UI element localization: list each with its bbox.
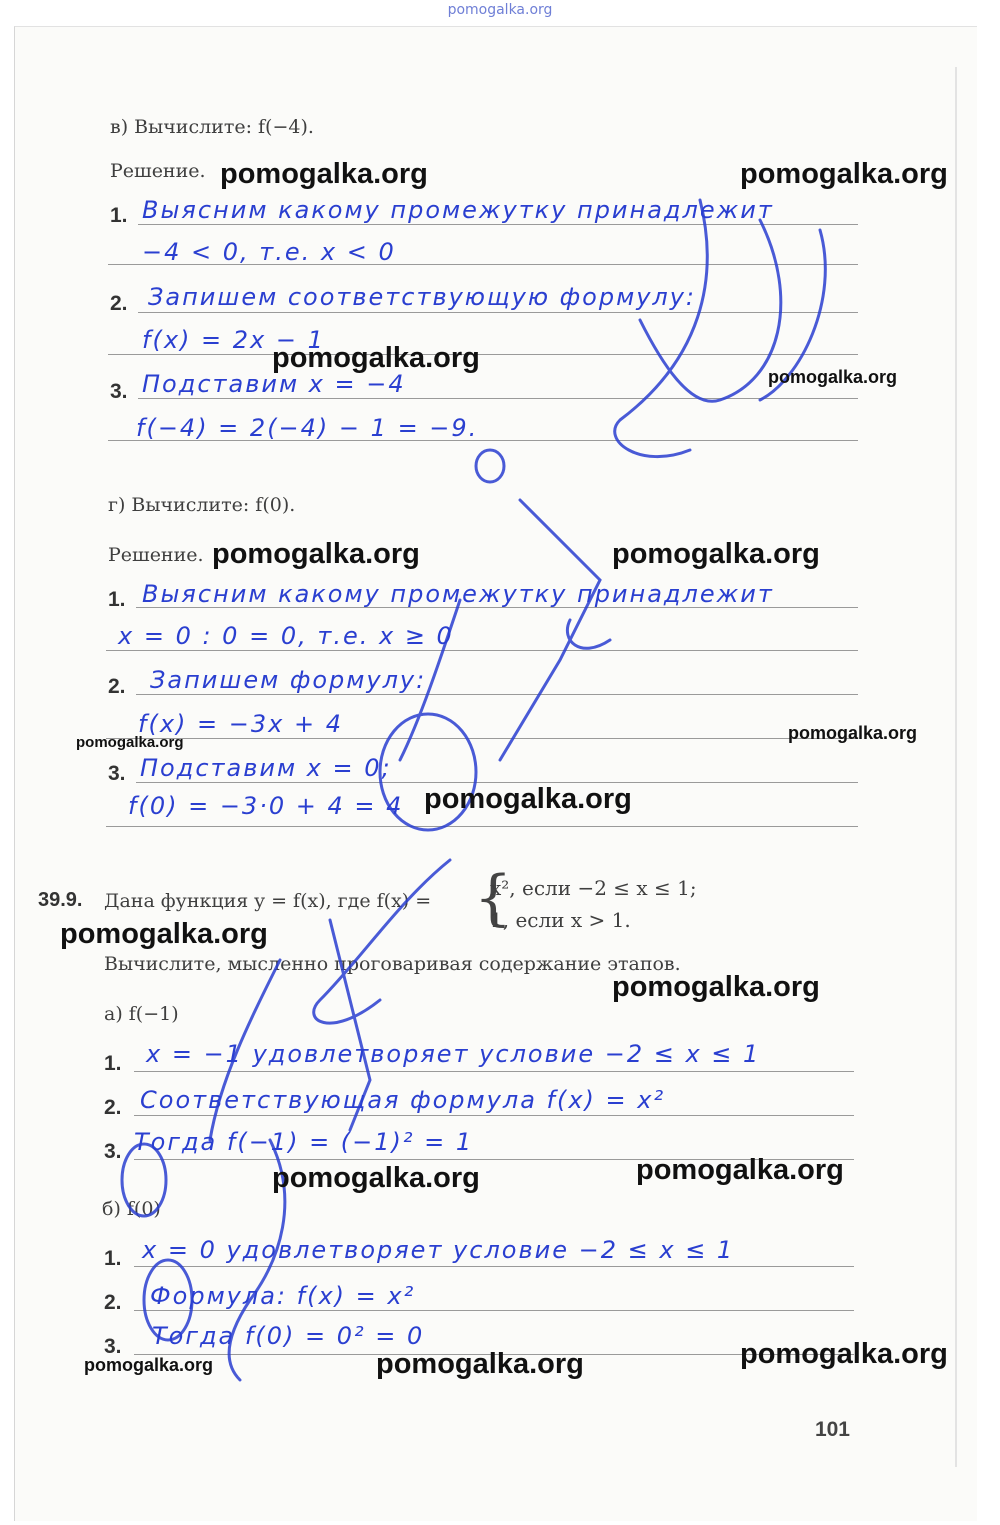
watermark: pomogalka.org — [636, 1154, 844, 1186]
watermark: pomogalka.org — [84, 1355, 214, 1375]
step-number: 3. — [104, 1335, 122, 1358]
task-v: в) Вычислите: f(−4). — [110, 116, 314, 138]
piecewise-brace: { — [474, 863, 513, 933]
handwritten-answer: f(x) = −3x + 4 — [138, 710, 343, 738]
handwritten-answer: x = 0 удовлетворяет условие −2 ≤ x ≤ 1 — [142, 1236, 735, 1264]
handwritten-answer: f(x) = 2x − 1 — [142, 326, 325, 354]
solution-label-v: Решение. — [110, 160, 206, 182]
watermark: pomogalka.org — [272, 1162, 480, 1194]
task-a: а) f(−1) — [104, 1003, 179, 1025]
watermark: pomogalka.org — [740, 158, 948, 190]
handwritten-answer: Запишем формулу: — [150, 666, 427, 694]
step-number: 1. — [108, 588, 126, 611]
watermark: pomogalka.org — [612, 971, 820, 1003]
step-number: 2. — [104, 1291, 122, 1314]
handwritten-answer: f(0) = −3·0 + 4 = 4 — [128, 792, 404, 820]
watermark: pomogalka.org — [376, 1348, 584, 1380]
task-b: б) f(0) — [102, 1198, 161, 1220]
scribble-stroke — [640, 220, 781, 401]
problem-instruction: Вычислите, мысленно проговаривая содержание этапов. — [104, 953, 681, 975]
scribble-stroke — [615, 200, 707, 457]
step-number: 3. — [104, 1140, 122, 1163]
handwritten-answer: −4 < 0, т.е. x < 0 — [142, 238, 396, 266]
watermark: pomogalka.org — [788, 723, 918, 743]
step-number: 2. — [104, 1096, 122, 1119]
piecewise-case-1: x², если −2 ≤ x ≤ 1; — [490, 876, 697, 900]
handwritten-answer: x = −1 удовлетворяет условие −2 ≤ x ≤ 1 — [146, 1040, 761, 1068]
step-number: 3. — [108, 762, 126, 785]
problem-number: 39.9. — [38, 889, 83, 911]
handwritten-answer: Тогда f(0) = 0² = 0 — [152, 1322, 425, 1350]
solution-label-g: Решение. — [108, 544, 204, 566]
watermark: pomogalka.org — [212, 538, 420, 570]
handwritten-answer: Подставим x = −4 — [142, 370, 406, 398]
step-number: 1. — [104, 1247, 122, 1270]
problem-statement: Дана функция y = f(x), где f(x) = — [104, 890, 432, 912]
step-number: 3. — [110, 380, 128, 403]
step-number: 2. — [108, 675, 126, 698]
handwritten-answer: Соответствующая формула f(x) = x² — [140, 1086, 666, 1114]
site-header[interactable]: pomogalka.org — [447, 2, 553, 18]
watermark: pomogalka.org — [272, 342, 480, 374]
scribble-stroke — [400, 600, 460, 760]
piecewise-case-2: 1, если x > 1. — [490, 908, 631, 932]
handwritten-answer: Тогда f(−1) = (−1)² = 1 — [134, 1128, 474, 1156]
watermark: pomogalka.org — [740, 1338, 948, 1370]
step-number: 1. — [110, 204, 128, 227]
handwritten-answer: Выясним какому промежутку принадлежит — [142, 580, 774, 608]
handwritten-answer: Подставим x = 0; — [140, 754, 392, 782]
task-g: г) Вычислите: f(0). — [108, 494, 296, 516]
watermark: pomogalka.org — [76, 734, 184, 751]
step-number: 1. — [104, 1052, 122, 1075]
watermark: pomogalka.org — [768, 367, 898, 387]
handwritten-answer: Запишем соответствующую формулу: — [148, 283, 697, 311]
watermark: pomogalka.org — [220, 158, 428, 190]
scribble-stroke — [500, 500, 600, 760]
watermark: pomogalka.org — [60, 918, 268, 950]
scribble-stroke — [210, 960, 280, 1140]
handwritten-answer: x = 0 : 0 = 0, т.е. x ≥ 0 — [118, 622, 454, 650]
scribble-loop — [476, 450, 504, 482]
step-number: 2. — [110, 292, 128, 315]
handwritten-answer: Формула: f(x) = x² — [150, 1282, 416, 1310]
scribble-loop — [122, 1144, 166, 1216]
page-number: 101 — [814, 1418, 850, 1441]
handwritten-answer: f(−4) = 2(−4) − 1 = −9. — [136, 414, 479, 442]
watermark: pomogalka.org — [424, 783, 632, 815]
watermark: pomogalka.org — [612, 538, 820, 570]
handwritten-answer: Выясним какому промежутку принадлежит — [142, 196, 774, 224]
scribble-loop — [144, 1260, 192, 1340]
